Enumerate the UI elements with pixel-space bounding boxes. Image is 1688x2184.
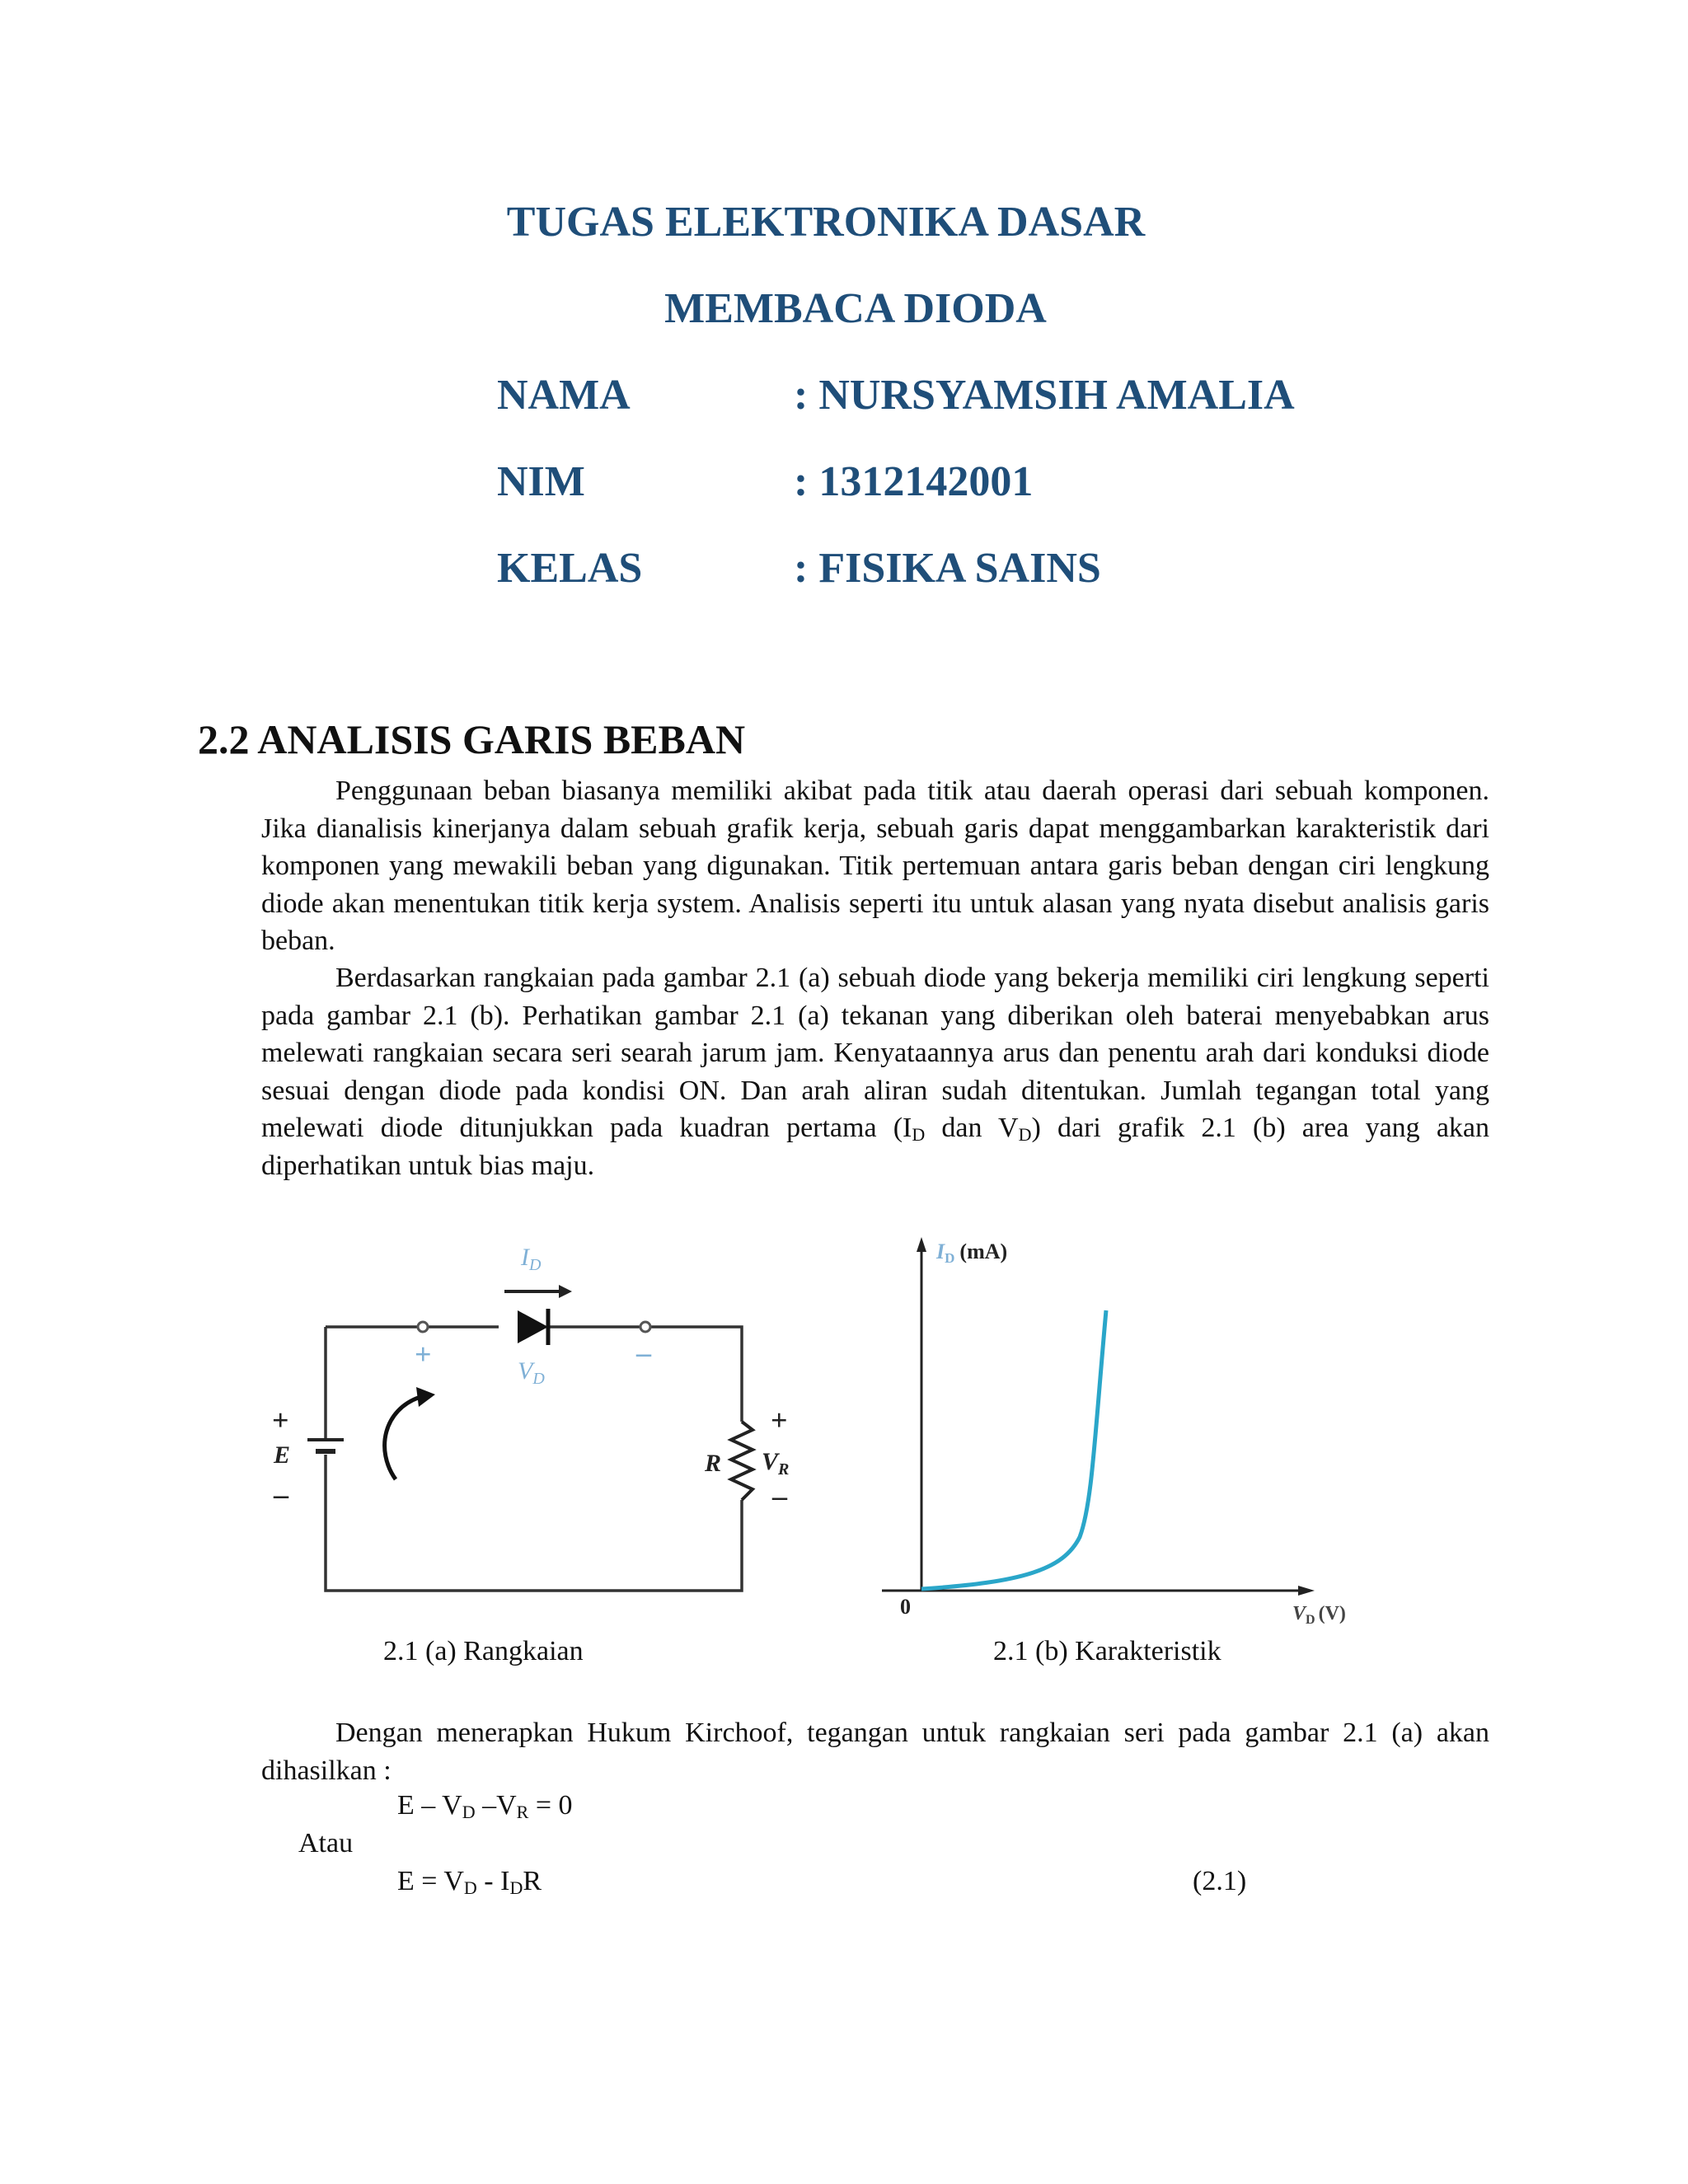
paragraph-1-text: Penggunaan beban biasanya memiliki akibat pada titik atau daerah operasi dari sebuah komponen. Jika dianalisis kinerjanya dalam sebuah grafik kerja, sebuah garis dapat menggambarkan karakteristik dari komponen yang mewakili beban yang digunakan. Titik pertemuan antara garis beban dengan ciri lengkung diode akan menentukan titik kerja system. Analisis seperti itu untuk alasan yang nyata disebut analisis garis beban. [261,776,1489,956]
resistor-plus-label: + [771,1404,788,1436]
paragraph-1 [261,772,1489,960]
section-heading: 2.2 ANALISIS GARIS BEBAN [198,716,746,762]
figure-a-caption: 2.1 (a) Rangkaian [383,1636,584,1666]
subscript: R [516,1802,529,1822]
clockwise-current-arrow-icon [385,1387,435,1479]
eq-part: - I [476,1866,510,1896]
eq-part: = 0 [528,1790,573,1821]
paragraph-3 [261,1714,1489,1789]
diode-characteristic-graph [874,1232,1385,1628]
subscript: D [509,1877,523,1898]
resistor-r-label: R [705,1450,722,1477]
origin-label: 0 [900,1595,911,1619]
paragraph-2-text-c: ) dari grafik 2.1 (b) area yang akan diperhatikan untuk bias maju. [261,1113,1489,1181]
info-label: NAMA [497,372,631,419]
battery-plus-label: + [272,1404,289,1436]
eq-part: –V [475,1790,517,1821]
info-value: : FISIKA SAINS [794,545,1101,592]
x-axis-arrow-icon [1298,1586,1315,1596]
terminal-node [418,1322,428,1332]
document-subtitle: MEMBACA DIODA [664,285,1047,332]
eq-part: E = V [397,1866,464,1896]
battery-symbol [307,1440,344,1451]
circuit-diagram [264,1232,824,1611]
info-value: : NURSYAMSIH AMALIA [794,372,1295,419]
terminal-node [640,1322,650,1332]
info-value: : 1312142001 [794,458,1034,505]
id-label: $I_D$ [521,1244,542,1274]
equation-1 [397,1790,573,1821]
vr-label: $V_R$ [762,1448,790,1479]
paragraph-2-text-b: dan V [925,1113,1019,1143]
equation-2 [397,1866,542,1897]
y-axis-arrow-icon [917,1237,926,1252]
current-arrow-icon [504,1285,572,1298]
diode-minus-label: – [636,1336,651,1369]
subscript: D [463,1877,477,1898]
characteristic-curve [921,1310,1106,1589]
eq-part: R [523,1866,542,1896]
atau-text: Atau [298,1828,354,1858]
diode-symbol [518,1309,548,1345]
vd-label: $V_D$ [518,1357,545,1388]
diode-plus-label: + [415,1338,432,1371]
equation-number: (2.1) [1193,1866,1247,1896]
paragraph-3-text: Dengan menerapkan Hukum Kirchoof, tegangan untuk rangkaian seri pada gambar 2.1 (a) akan dihasilkan : [261,1718,1489,1786]
eq-part: E – V [397,1790,462,1821]
battery-minus-label: – [274,1478,288,1511]
info-label: NIM [497,458,585,505]
resistor-symbol [731,1422,753,1500]
paragraph-2 [261,959,1489,1184]
subscript: D [912,1124,926,1145]
paragraph-2-text-a: Berdasarkan rangkaian pada gambar 2.1 (a) sebuah diode yang bekerja memiliki ciri lengkung seperti pada gambar 2.1 (b). Perhatikan gambar 2.1 (a) tekanan yang diberikan oleh baterai menyebabkan arus melewati rangkaian secara seri searah jarum jam. Kenyataannya arus dan penentu arah dari konduksi diode sesuai dengan diode pada kondisi ON. Dan arah aliran sudah ditentukan. Jumlah tegangan total yang melewati diode ditunjukkan pada kuadran pertama (I [261,963,1489,1143]
document-title: TUGAS ELEKTRONIKA DASAR [506,199,1146,246]
battery-e-label: E [274,1441,291,1469]
figure-b-caption: 2.1 (b) Karakteristik [993,1636,1221,1666]
info-label: KELAS [497,545,643,592]
x-axis-label: $V_D$ (V) [1292,1603,1346,1627]
subscript: D [1018,1124,1032,1145]
subscript: D [462,1802,476,1822]
resistor-minus-label: – [772,1479,787,1512]
y-axis-label: ID (mA) [936,1240,1008,1266]
